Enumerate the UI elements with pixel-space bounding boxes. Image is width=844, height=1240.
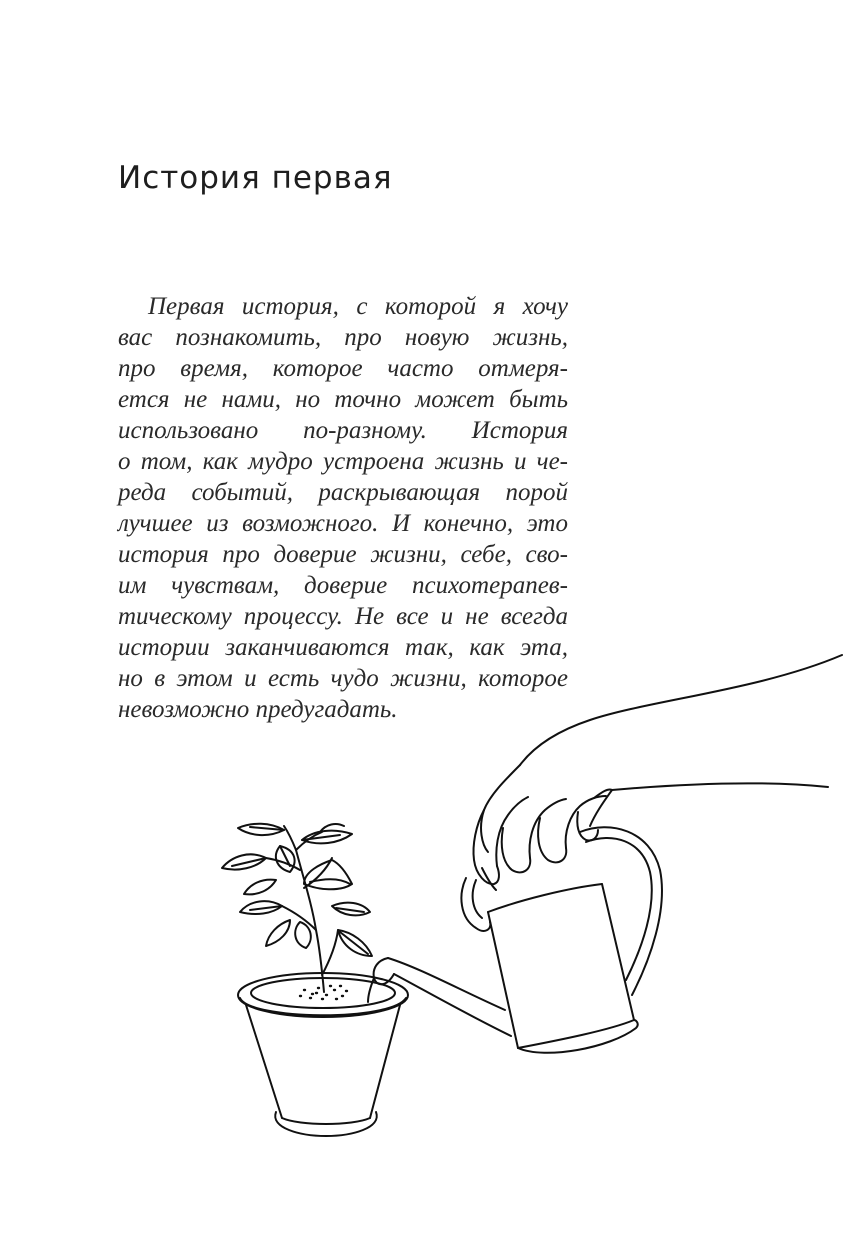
plant-icon	[222, 824, 372, 992]
watering-can-icon	[368, 827, 662, 1053]
chapter-title: История первая	[118, 160, 393, 196]
paragraph-line: ется не нами, но точно может быть	[118, 386, 568, 413]
paragraph-line: невозможно предугадать.	[118, 696, 398, 723]
hand-icon	[473, 655, 842, 890]
paragraph-line: вас познакомить, про новую жизнь,	[118, 324, 568, 351]
paragraph-line: тическому процессу. Не все и не всегда	[118, 603, 568, 630]
paragraph-line: история про доверие жизни, себе, сво-	[118, 541, 568, 568]
paragraph-line: реда событий, раскрывающая порой	[118, 479, 568, 506]
paragraph-line: Первая история, с которой я хочу	[148, 293, 568, 320]
paragraph-line: но в этом и есть чудо жизни, которое	[118, 665, 568, 692]
watering-plant-illustration	[0, 640, 844, 1160]
paragraph-line: про время, которое часто отмеря-	[118, 355, 568, 382]
plant-pot-icon	[238, 973, 408, 1136]
paragraph-line: истории заканчиваются так, как эта,	[118, 634, 568, 661]
paragraph-line: лучшее из возможного. И конечно, это	[118, 510, 568, 537]
paragraph-line: о том, как мудро устроена жизнь и че-	[118, 448, 568, 475]
paragraph-line: им чувствам, доверие психотерапев-	[118, 572, 568, 599]
paragraph-line: использовано по-разному. История	[118, 417, 568, 444]
